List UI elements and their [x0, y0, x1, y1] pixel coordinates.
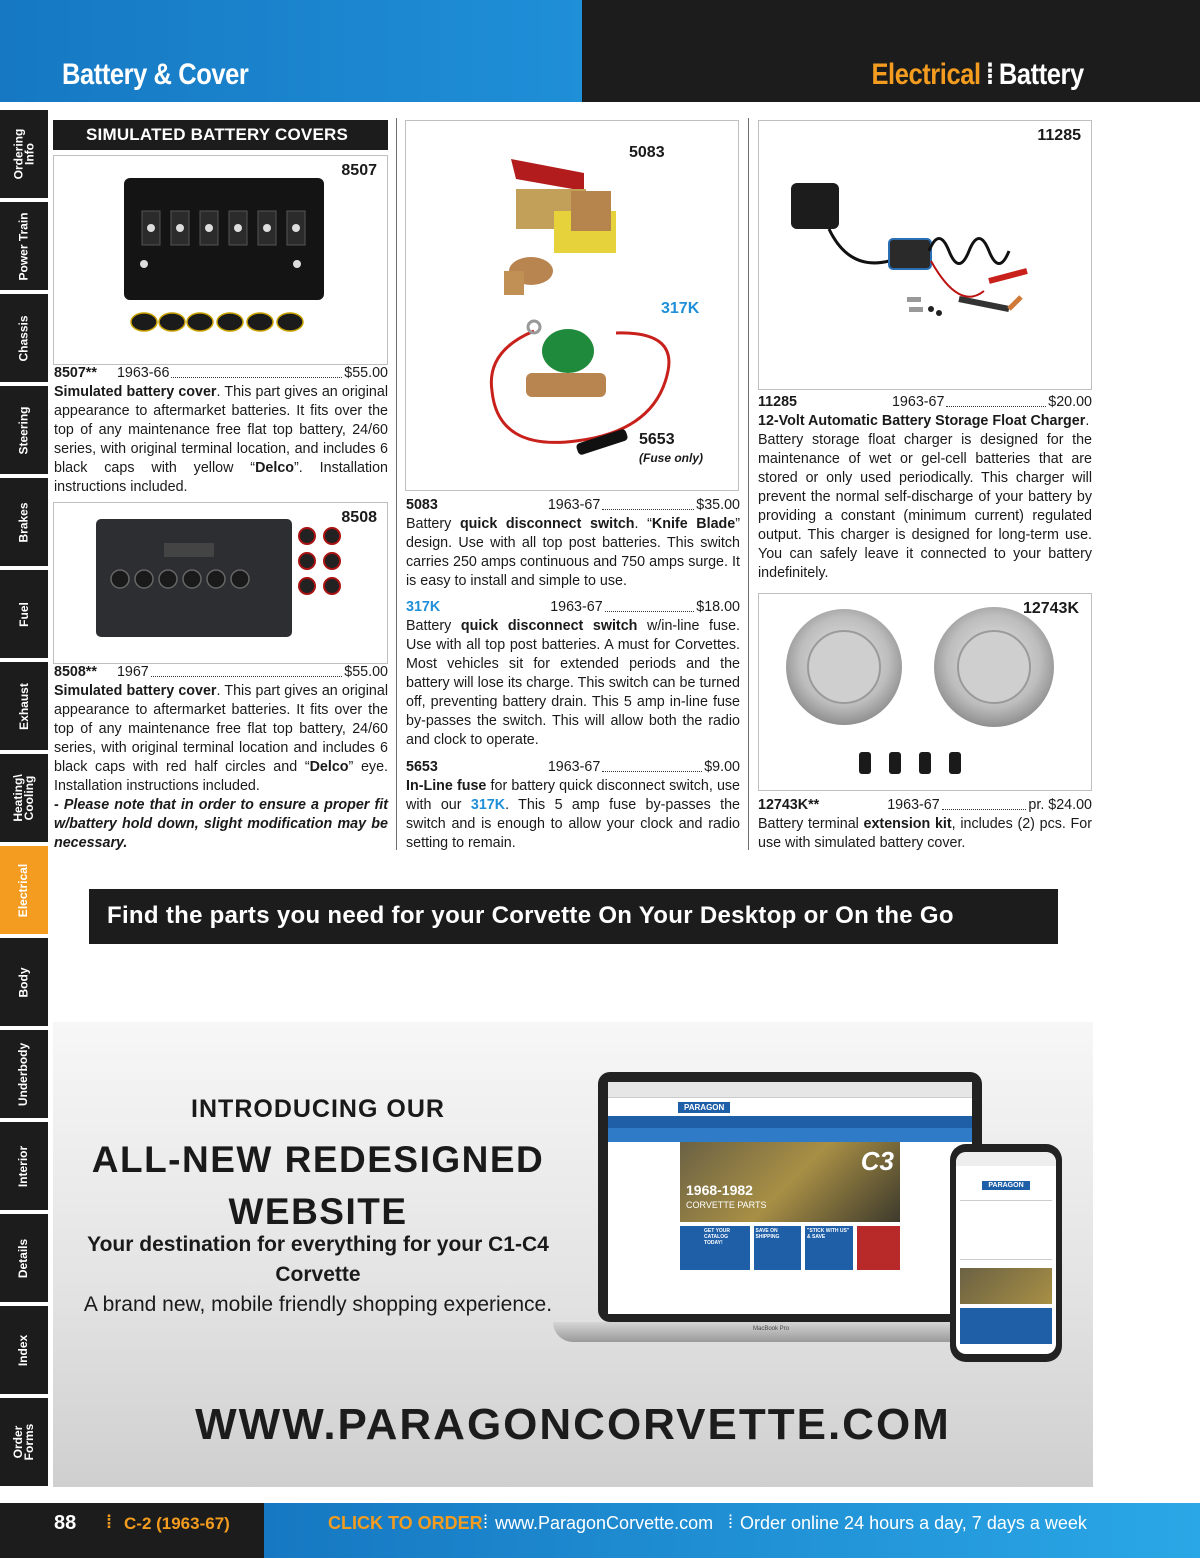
product-image-12743k[interactable] [758, 593, 1092, 791]
site-nav [608, 1116, 972, 1128]
tab-label: Steering [16, 405, 31, 455]
site-tiles [680, 1226, 900, 1270]
product-title: 12-Volt Automatic Battery Storage Float Charger. [758, 413, 1090, 429]
image-label: 8507 [341, 162, 377, 179]
product-feature: Knife Blade [651, 516, 736, 532]
footer-separator: ⁞ [728, 1512, 734, 1532]
leader-dots [605, 598, 695, 612]
leader-dots [151, 663, 343, 677]
phone-selectors [960, 1200, 1052, 1260]
phone-screen [956, 1152, 1056, 1354]
tab-label: Underbody [16, 1042, 31, 1106]
description [54, 682, 388, 796]
product-name: extension kit [863, 816, 952, 832]
header-right-band [582, 0, 1200, 102]
phone-status-bar [956, 1152, 1056, 1166]
years: 1963-67 [547, 759, 601, 775]
description-text: , includes (2) pcs. For use with simulated battery cover. [758, 816, 1092, 851]
product-8508 [54, 663, 388, 853]
product-name: Simulated battery cover [54, 683, 217, 699]
price-row [758, 393, 1092, 412]
product-317k [406, 598, 740, 750]
site-search-bar [608, 1128, 972, 1142]
product-8507 [54, 364, 388, 497]
tab-order-forms[interactable] [0, 1398, 48, 1486]
price-row [758, 796, 1092, 815]
image-sublabel: (Fuse only) [639, 451, 704, 465]
image-label: 5083 [629, 144, 665, 161]
site-tile: SAVE ON SHIPPING [754, 1226, 802, 1270]
section-tabs [0, 110, 48, 1495]
price: $35.00 [696, 497, 740, 513]
price-row [54, 663, 388, 682]
tab-steering[interactable] [0, 386, 48, 474]
tab-index[interactable] [0, 1306, 48, 1394]
brand: Delco [309, 759, 349, 775]
tab-underbody[interactable] [0, 1030, 48, 1118]
description-text: . This 5 amp fuse by-passes the switch and is enough to allow your clock and radio setting to remain. [406, 797, 740, 851]
part-number[interactable]: 8508** [54, 664, 97, 680]
breadcrumb-separator: ⁞ [985, 58, 995, 91]
tab-fuel[interactable] [0, 570, 48, 658]
description-text: . This part gives an original appearance to aftermarket batteries. It fits over the top of any maintenance free flat top battery, 24/60 series, with original terminal location and includes 6 black caps with red half circles and “ [54, 683, 388, 775]
tab-label: Interior [16, 1145, 31, 1187]
site-logo: PARAGON [678, 1102, 730, 1113]
product-name: quick disconnect switch [460, 618, 638, 634]
tab-label: Ordering Info [11, 128, 37, 180]
price: $9.00 [704, 759, 740, 775]
footer-separator: ⁞ [483, 1512, 489, 1532]
site-hero [680, 1142, 900, 1222]
tab-details[interactable] [0, 1214, 48, 1302]
tab-body[interactable] [0, 938, 48, 1026]
year-range [548, 496, 696, 515]
image-label: 11285 [1037, 127, 1081, 144]
browser-bar [608, 1082, 972, 1098]
footer-separator: ⁞ [106, 1512, 112, 1532]
fitment-note: - Please note that in order to ensure a proper fit w/battery hold down, slight modification may be necessary. [54, 797, 388, 851]
phone-tile [960, 1308, 1052, 1344]
site-header [608, 1098, 972, 1116]
site-tile: GET YOUR CATALOG TODAY! [680, 1226, 750, 1270]
leader-dots [602, 758, 702, 772]
tab-label: Brakes [16, 501, 31, 543]
description: Battery storage float charger is designed for the maintenance of wet or gel-cell batteries that are stored or only used periodically. This charger will prevent the normal self-discharge of your battery by providing a constant (minimum current) regulated output. This charger is designed for long-term use. You can safely leave it connected to your battery indefinitely. [758, 432, 1092, 581]
years: 1963-66 [116, 365, 170, 381]
leader-dots [942, 796, 1027, 810]
promo-headline: ALL-NEW REDESIGNED WEBSITE [91, 1139, 545, 1232]
part-number[interactable]: 317K [406, 599, 441, 615]
tab-heating-cooling[interactable] [0, 754, 48, 842]
tab-exhaust[interactable] [0, 662, 48, 750]
product-11285 [758, 393, 1092, 583]
desktop-mobile-banner: Find the parts you need for your Corvette On Your Desktop or On the Go [89, 889, 1058, 944]
tab-label: Electrical [16, 863, 31, 917]
price: $55.00 [344, 365, 388, 381]
description-text: ” eye. Installation instructions included. [54, 759, 388, 794]
breadcrumb-section: Battery [999, 58, 1084, 91]
hero-badge: C3 [860, 1146, 894, 1176]
laptop-brand: MacBook Pro [753, 1326, 790, 1332]
laptop-screen [608, 1082, 972, 1314]
product-image-5083-317k[interactable] [405, 120, 739, 491]
year-range [117, 663, 344, 682]
section-title: SIMULATED BATTERY COVERS [53, 120, 388, 150]
phone-logo: PARAGON [982, 1181, 1029, 1190]
image-label: 5653 [639, 431, 675, 448]
price-row [406, 758, 740, 777]
page-title: Battery & Cover [62, 58, 249, 91]
description [406, 617, 740, 750]
price: $20.00 [1048, 394, 1092, 410]
tab-label: Order Forms [11, 1423, 36, 1461]
tab-label: Details [16, 1238, 31, 1278]
tab-label: Chassis [16, 314, 31, 362]
years: 1963-67 [887, 797, 940, 813]
price: pr. $24.00 [1028, 797, 1092, 813]
product-5653 [406, 758, 740, 853]
description-text: Battery [406, 618, 461, 634]
description [54, 383, 388, 497]
promo-intro: INTRODUCING OUR [191, 1095, 445, 1123]
battery-cover-image [54, 503, 387, 663]
footer-url[interactable]: www.ParagonCorvette.com [495, 1513, 714, 1533]
description [758, 815, 1092, 853]
year-range [548, 758, 704, 777]
part-number[interactable]: 5653 [406, 759, 438, 775]
product-image-8508[interactable] [53, 502, 388, 664]
description-text: ” design. Use with all top post batteries. This switch carries 250 amps continuous and 750 amps surge. It is easy to install and simple to use. [406, 516, 740, 589]
tab-chassis[interactable] [0, 294, 48, 382]
tab-label: Power Train [16, 211, 31, 281]
price: $55.00 [344, 664, 388, 680]
battery-cover-image [54, 156, 387, 364]
brand: Delco [255, 460, 295, 476]
footer-category: C-2 (1963-67) [124, 1514, 230, 1533]
tab-electrical[interactable] [0, 846, 48, 934]
price-row [54, 364, 388, 383]
tab-label: Body [16, 967, 31, 997]
description-text: . “ [634, 516, 652, 532]
description-text: . This part gives an original appearance to aftermarket batteries. It fits over the top of any maintenance free flat top battery, 24/60 series, with original terminal location, and includes 6 black caps with yellow “ [54, 384, 388, 476]
years: 1967 [116, 664, 149, 680]
phone-logo-row [956, 1166, 1056, 1192]
price: $18.00 [696, 599, 740, 615]
hero-title: 1968-1982 [686, 1182, 753, 1198]
column-divider [748, 118, 749, 850]
leader-dots [946, 393, 1046, 407]
description-text: Battery terminal [758, 816, 864, 832]
site-tile: "STICK WITH US" & SAVE [805, 1226, 853, 1270]
promo-subtext: A brand new, mobile friendly shopping experience. [83, 1293, 553, 1316]
years: 1963-67 [547, 497, 601, 513]
part-number[interactable]: 11285 [758, 394, 797, 410]
part-number[interactable]: 8507** [54, 365, 97, 381]
tab-label: Fuel [16, 601, 31, 627]
year-range [550, 598, 696, 617]
breadcrumb [872, 58, 1084, 92]
tab-label: Exhaust [16, 682, 31, 730]
image-label: 8508 [341, 509, 377, 526]
part-reference-link[interactable]: 317K [470, 797, 506, 813]
site-tile-image [857, 1226, 901, 1270]
price-row [406, 496, 740, 515]
leader-dots [171, 364, 342, 378]
breadcrumb-category[interactable]: Electrical [871, 58, 981, 91]
year-range [887, 796, 1028, 815]
tab-interior[interactable] [0, 1122, 48, 1210]
description-text: for battery quick disconnect switch, use with our [406, 778, 740, 813]
years: 1963-67 [891, 394, 945, 410]
product-image-11285[interactable] [758, 120, 1092, 390]
column-divider [396, 118, 397, 850]
description-text: w/in-line fuse. Use with all top post batteries. A must for Corvettes. Most vehicles sit for extended periods and the battery will lose its charge. This switch can be turned off, preventing battery drain. This 5 amp in-line fuse by-passes the switch. This will allow both the radio and clock to operate. [406, 618, 740, 748]
promo-url[interactable]: WWW.PARAGONCORVETTE.COM [195, 1400, 951, 1449]
description [406, 515, 740, 591]
product-image-8507[interactable] [53, 155, 388, 365]
product-name: Simulated battery cover [54, 384, 217, 400]
tab-power-train[interactable] [0, 202, 48, 290]
promo-destination: Your destination for everything for your C1-C4 Corvette [87, 1233, 549, 1286]
product-name: quick disconnect switch [459, 516, 635, 532]
year-range [117, 364, 344, 383]
footer-online-hours: Order online 24 hours a day, 7 days a week [740, 1513, 1087, 1533]
image-label: 317K [661, 300, 700, 317]
header-left-band [0, 0, 582, 102]
hero-subtitle: CORVETTE PARTS [686, 1200, 767, 1210]
description-text: ”. Installation instructions included. [54, 460, 388, 495]
image-label: 12743K [1022, 600, 1079, 617]
float-charger-image [759, 121, 1091, 389]
part-number[interactable]: 5083 [406, 497, 438, 513]
page-number: 88 [54, 1512, 77, 1534]
tab-ordering-info[interactable] [0, 110, 48, 198]
product-12743k [758, 796, 1092, 853]
tab-label: Heating\ Cooling [11, 774, 36, 822]
years: 1963-67 [550, 599, 603, 615]
product-name: In-Line fuse [406, 778, 487, 794]
price-row [406, 598, 740, 617]
year-range [892, 393, 1048, 412]
product-name: 12-Volt Automatic Battery Storage Float Charger [758, 413, 1086, 429]
leader-dots [602, 496, 694, 510]
description [406, 777, 740, 853]
click-to-order-link[interactable]: CLICK TO ORDER [328, 1513, 483, 1533]
extension-kit-image [759, 594, 1091, 790]
phone-hero [960, 1268, 1052, 1304]
tab-label: Index [16, 1334, 31, 1366]
part-number[interactable]: 12743K** [758, 797, 820, 813]
description-text: Battery [406, 516, 460, 532]
tab-brakes[interactable] [0, 478, 48, 566]
product-5083 [406, 496, 740, 591]
